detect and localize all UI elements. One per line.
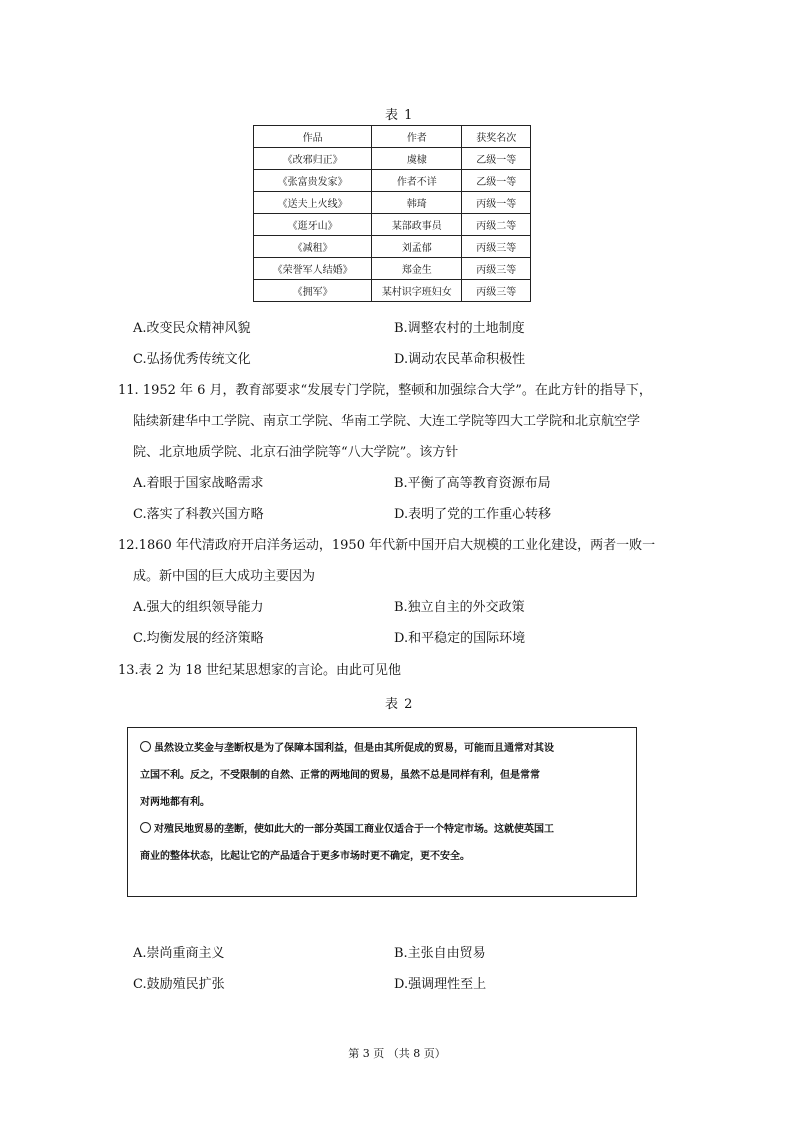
cell-work: 《减租》 xyxy=(254,236,372,258)
cell-work: 《荣誉军人结婚》 xyxy=(254,258,372,280)
circle-bullet-icon xyxy=(140,822,151,833)
table-row xyxy=(254,258,531,280)
q12-option-a: A.强大的组织领导能力 xyxy=(133,600,264,615)
cell-rank: 乙级一等 xyxy=(462,148,531,170)
q12-stem-line1: 12.1860 年代清政府开启洋务运动，1950 年代新中国开启大规模的工业化建设，两者一败一 xyxy=(118,538,656,553)
table-row xyxy=(254,192,531,214)
q11-option-b: B.平衡了高等教育资源布局 xyxy=(394,476,551,491)
table-header-row xyxy=(254,126,531,148)
q11-option-d: D.表明了党的工作重心转移 xyxy=(394,507,552,522)
cell-author: 刘孟郁 xyxy=(372,236,462,258)
q13-option-b: B.主张自由贸易 xyxy=(394,946,486,961)
table-row xyxy=(254,280,531,302)
q12-option-b: B.独立自主的外交政策 xyxy=(394,600,525,615)
header-work: 作品 xyxy=(254,126,372,148)
cell-rank: 丙级三等 xyxy=(462,258,531,280)
cell-rank: 丙级一等 xyxy=(462,192,531,214)
q12-stem-line2: 成。新中国的巨大成功主要因为 xyxy=(133,569,316,584)
q10-option-a: A.改变民众精神风貌 xyxy=(133,321,251,336)
quote-1-line3: 对两地都有利。 xyxy=(140,797,210,808)
cell-work: 《改邪归正》 xyxy=(254,148,372,170)
q13-option-a: A.崇尚重商主义 xyxy=(133,946,225,961)
cell-rank: 丙级三等 xyxy=(462,280,531,302)
circle-bullet-icon xyxy=(140,741,151,752)
q11-stem-line2: 陆续新建华中工学院、南京工学院、华南工学院、大连工学院等四大工学院和北京航空学 xyxy=(133,414,641,429)
quote-2-line2: 商业的整体状态，比起让它的产品适合于更多市场时更不确定，更不安全。 xyxy=(140,851,470,862)
quote-1 xyxy=(140,735,624,762)
cell-author: 韩琦 xyxy=(372,192,462,214)
table-row xyxy=(254,148,531,170)
q11-option-a: A.着眼于国家战略需求 xyxy=(133,476,264,491)
q10-option-b: B.调整农村的土地制度 xyxy=(394,321,525,336)
cell-rank: 丙级三等 xyxy=(462,236,531,258)
table1-caption: 表 1 xyxy=(385,108,414,123)
table2-caption: 表 2 xyxy=(385,697,414,712)
header-rank: 获奖名次 xyxy=(462,126,531,148)
q13-option-c: C.鼓励殖民扩张 xyxy=(133,977,225,992)
table-row xyxy=(254,214,531,236)
quote-1-line2: 立国不利。反之，不受限制的自然、正常的两地间的贸易，虽然不总是同样有利，但是常常 xyxy=(140,770,540,781)
q10-option-c: C.弘扬优秀传统文化 xyxy=(133,352,251,367)
cell-work: 《逛牙山》 xyxy=(254,214,372,236)
awards-table xyxy=(253,125,531,302)
q12-option-c: C.均衡发展的经济策略 xyxy=(133,631,264,646)
q11-stem-line1: 11. 1952 年 6 月，教育部要求“发展专门学院，整顿和加强综合大学”。在此方针的指导下， xyxy=(118,383,652,398)
quote-2-line1: 对殖民地贸易的垄断，使如此大的一部分英国工商业仅适合于一个特定市场。这就使英国工 xyxy=(154,824,554,835)
q11-stem-line3: 院、北京地质学院、北京石油学院等“八大学院”。该方针 xyxy=(133,445,459,460)
quote-2 xyxy=(140,816,624,843)
cell-author: 郑金生 xyxy=(372,258,462,280)
header-author: 作者 xyxy=(372,126,462,148)
q13-option-d: D.强调理性至上 xyxy=(394,977,487,992)
q13-stem-line1: 13.表 2 为 18 世纪某思想家的言论。由此可见他 xyxy=(118,663,402,678)
cell-author: 某部政事员 xyxy=(372,214,462,236)
page-footer: 第 3 页 （共 8 页） xyxy=(348,1047,446,1060)
quote-1-line1: 虽然设立奖金与垄断权是为了保障本国利益，但是由其所促成的贸易，可能而且通常对其设 xyxy=(154,743,554,754)
cell-author: 虞棣 xyxy=(372,148,462,170)
q11-option-c: C.落实了科教兴国方略 xyxy=(133,507,264,522)
cell-author: 某村识字班妇女 xyxy=(372,280,462,302)
cell-rank: 丙级二等 xyxy=(462,214,531,236)
cell-work: 《拥军》 xyxy=(254,280,372,302)
cell-work: 《送夫上火线》 xyxy=(254,192,372,214)
quote-box xyxy=(127,727,637,897)
table-row xyxy=(254,236,531,258)
cell-work: 《张富贵发家》 xyxy=(254,170,372,192)
q10-option-d: D.调动农民革命积极性 xyxy=(394,352,526,367)
table-row xyxy=(254,170,531,192)
cell-author: 作者不详 xyxy=(372,170,462,192)
q12-option-d: D.和平稳定的国际环境 xyxy=(394,631,526,646)
cell-rank: 乙级一等 xyxy=(462,170,531,192)
